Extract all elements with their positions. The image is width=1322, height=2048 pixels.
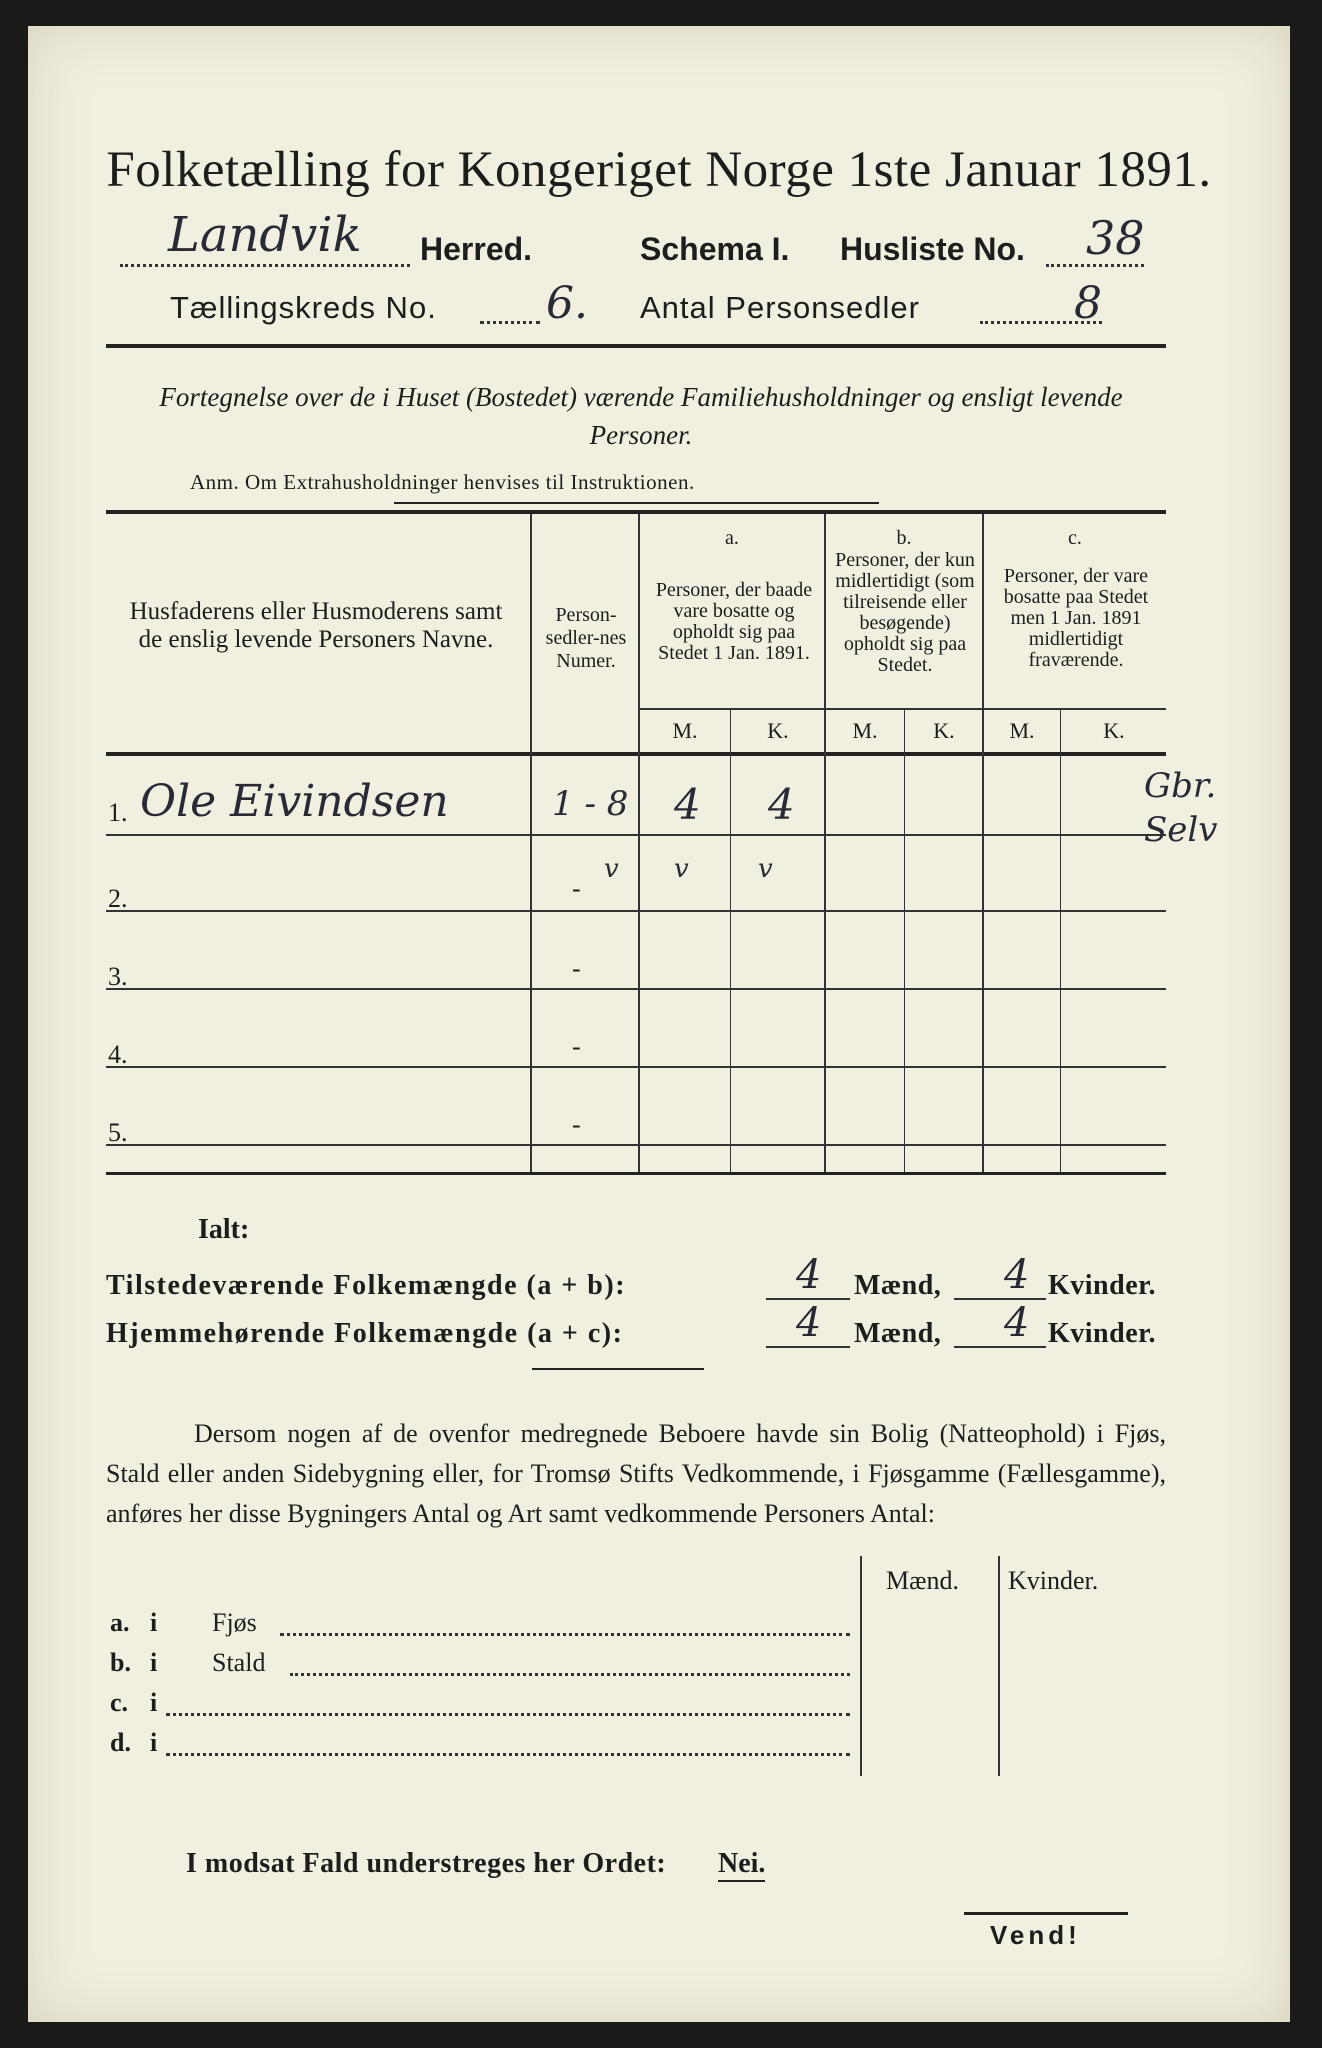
tick-mark-icon: v [758, 854, 773, 884]
table-row [28, 766, 1290, 836]
table-row [28, 1000, 1290, 1070]
building-item [110, 1608, 850, 1644]
tilsted-label: Tilstedeværende Folkemængde (a + b): [106, 1270, 627, 1301]
row-number: 4. [108, 1040, 128, 1069]
antal-field [980, 278, 1102, 329]
anm-note: Anm. Om Extrahusholdninger henvises til Instruktionen. [190, 470, 695, 494]
husliste-value: 38 [1086, 211, 1145, 265]
col-numer-header: Person-sedler-nes Numer. [545, 604, 627, 672]
item-prep: i [150, 1648, 158, 1677]
row-numer: - [572, 954, 581, 983]
tick-mark-icon: v [674, 854, 689, 884]
col-b-header: Personer, der kun midlertidigt (som tilreisende eller besøgende) opholdt sig paa Stedet. [835, 549, 975, 676]
hjemme-maend: Mænd, [854, 1318, 942, 1349]
item-letter: b. [110, 1648, 131, 1677]
mk-rule [638, 708, 1166, 710]
tilsted-m-value: 4 [796, 1252, 822, 1298]
row-number: 5. [108, 1118, 128, 1147]
kreds-label: Tællingskreds No. [170, 290, 437, 325]
tilsted-kvinder: Kvinder. [1048, 1270, 1156, 1301]
hjemme-m-value: 4 [796, 1300, 822, 1346]
form-title: Folketælling for Kongeriget Norge 1ste Januar 1891. [106, 142, 1212, 198]
item-prep: i [150, 1728, 158, 1757]
hjemme-kvinder: Kvinder. [1048, 1318, 1156, 1349]
husliste-field [1046, 211, 1145, 267]
item-letter: d. [110, 1728, 131, 1757]
nei-word: Nei. [718, 1848, 765, 1882]
kreds-field [480, 278, 600, 329]
vend-rule [964, 1912, 1128, 1915]
section-divider [532, 1368, 704, 1370]
item-label: Fjøs [212, 1608, 257, 1637]
buildings-divider [998, 1556, 1000, 1776]
vend-label: Vend! [990, 1920, 1081, 1950]
intro-text: Fortegnelse over de i Huset (Bostedet) værende Familiehusholdninger og ensligt levende Personer. [159, 382, 1123, 450]
item-label: Stald [212, 1648, 266, 1677]
herred-value: Landvik [168, 207, 362, 263]
row-numer: - [572, 1110, 581, 1139]
col-a-letter: a. [725, 527, 739, 549]
row-number: 1. [108, 798, 128, 827]
table-head-rule [106, 752, 1166, 756]
husliste-label: Husliste No. [840, 231, 1025, 267]
col-c-header: Personer, der vare bosatte paa Stedet men 1 Jan. 1891 midlertidigt fraværende. [1003, 565, 1149, 671]
table-row [28, 844, 1290, 914]
table-row [28, 922, 1290, 992]
tilsted-k-value: 4 [1004, 1252, 1030, 1298]
col-c-letter: c. [1068, 527, 1082, 549]
item-prep: i [150, 1688, 158, 1717]
header-rule [106, 344, 1166, 348]
herred-field [120, 207, 410, 267]
kreds-value: 6. [546, 278, 588, 329]
row-number: 3. [108, 962, 128, 991]
row-number: 2. [108, 884, 128, 913]
herred-label: Herred. [420, 231, 533, 267]
row-numer: - [572, 874, 581, 903]
col-a-k: K. [767, 718, 789, 743]
row-a-k: 4 [768, 780, 795, 829]
antal-label: Antal Personsedler [640, 290, 920, 325]
row-numer: 1 - 8 [552, 784, 629, 824]
col-a-m: M. [672, 718, 698, 743]
building-item [110, 1648, 850, 1684]
table-bottom-rule [106, 1172, 1166, 1175]
tick-mark-icon: v [604, 854, 619, 884]
tilsted-k-field [954, 1252, 1046, 1300]
ialt-label: Ialt: [198, 1214, 250, 1245]
buildings-divider [860, 1556, 862, 1776]
item-prep: i [150, 1608, 158, 1637]
building-item [110, 1688, 850, 1724]
row-numer: - [572, 1032, 581, 1061]
col-c-m: M. [1009, 718, 1035, 743]
col-b-letter: b. [896, 527, 912, 549]
tilsted-maend: Mænd, [854, 1270, 942, 1301]
schema-label: Schema I. [640, 231, 790, 267]
margin-note: Gbr. Selv [1144, 766, 1218, 850]
anm-rule [394, 502, 879, 504]
col-a-header: Personer, der baade vare bosatte og opholdt sig paa Stedet 1 Jan. 1891. [655, 579, 813, 664]
hjemme-k-value: 4 [1004, 1300, 1030, 1346]
col-names-header: Husfaderens eller Husmoderens samt de enslig levende Personers Navne. [129, 598, 503, 653]
row-name: Ole Eivindsen [140, 776, 449, 827]
building-item [110, 1728, 850, 1764]
census-form-sheet [28, 26, 1290, 2022]
item-letter: a. [110, 1608, 130, 1637]
row-a-m: 4 [674, 780, 701, 829]
modsat-text: I modsat Fald understreges her Ordet: [186, 1848, 667, 1879]
hjemme-k-field [954, 1300, 1046, 1348]
antal-value: 8 [1074, 278, 1102, 329]
col-c-k: K. [1103, 718, 1125, 743]
table-row [28, 1078, 1290, 1148]
item-letter: c. [110, 1688, 129, 1717]
hjemme-m-field [766, 1300, 850, 1348]
hjemme-label: Hjemmehørende Folkemængde (a + c): [106, 1318, 624, 1349]
tilsted-m-field [766, 1252, 850, 1300]
col-b-m: M. [852, 718, 878, 743]
buildings-paragraph: Dersom nogen af de ovenfor medregnede Beboere havde sin Bolig (Natteophold) i Fjøs, Stald eller anden Sidebygning eller, for Tromsø Stifts Vedkommende, i Fjøsgamme (Fællesgamme), anføres her disse Bygningers Antal og Art samt vedkommende Personers Antal: [106, 1419, 1166, 1528]
buildings-maend-header: Mænd. [886, 1566, 959, 1595]
table-top-rule [106, 510, 1166, 514]
col-b-k: K. [933, 718, 955, 743]
buildings-kvinder-header: Kvinder. [1008, 1566, 1099, 1595]
